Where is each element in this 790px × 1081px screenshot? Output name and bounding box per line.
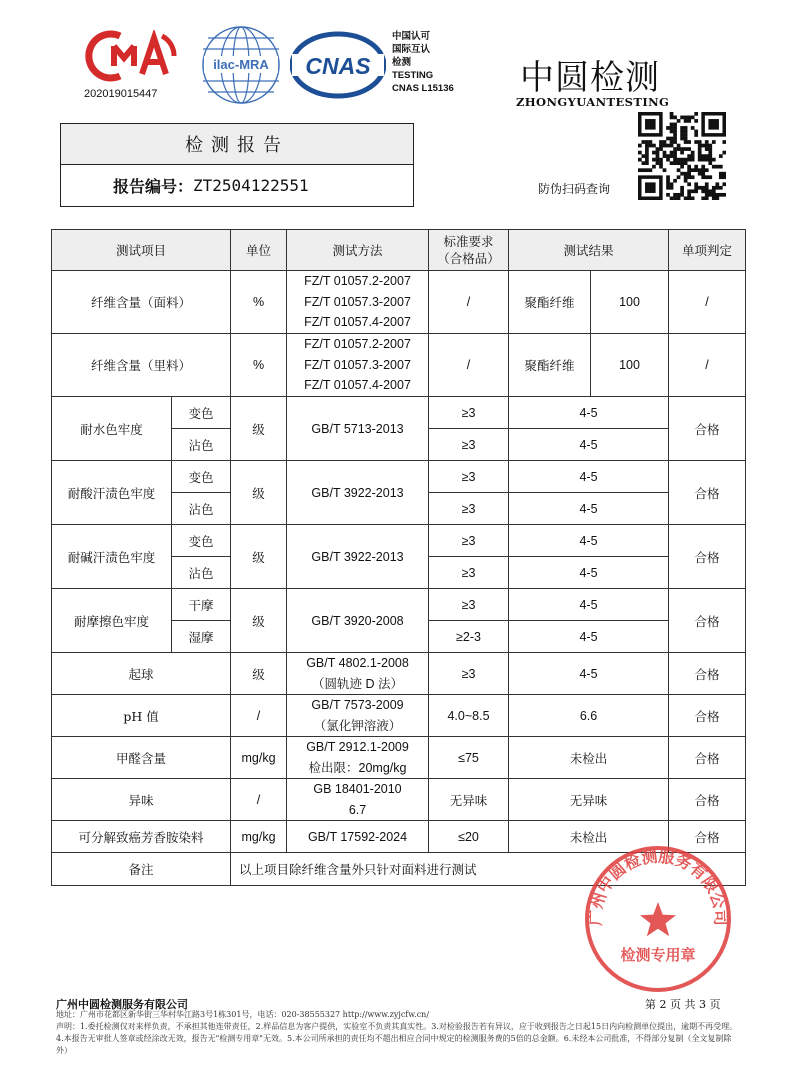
- judgement-cell: 合格: [669, 461, 746, 525]
- footer-company-name: 广州中圆检测服务有限公司: [56, 998, 188, 1011]
- method-cell: GB/T 5713-2013: [287, 397, 429, 461]
- stamp-bottom-text: 检测专用章: [620, 946, 696, 964]
- table-row: [52, 779, 746, 821]
- requirement-cell: ≥3: [429, 557, 509, 589]
- result-cell: 未检出: [509, 821, 669, 853]
- ilac-mra-logo: [200, 24, 282, 106]
- table-row: [52, 461, 746, 493]
- requirement-cell: ≤20: [429, 821, 509, 853]
- footer-notice: 声明：1.委托检测仅对来样负责，不承担其他连带责任，2.样品信息为客户提供，实验室不负责其真实性。3.对检验报告若有异议，应于收到报告之日起15日内向检测单位提出，逾期不再受理。4.本报告无审批人签章或经涂改无效，报告无"检测专用章"无效。5.本公司所承担的责任均不超出相应合同中规定的检测服务费的5倍的总金额。6.未经本公司批准，不得部分复制（全文复制除外）: [56, 1022, 738, 1055]
- item-cell: 耐水色牢度: [52, 397, 172, 461]
- unit-cell: %: [231, 271, 287, 334]
- item-cell: 纤维含量（里料）: [52, 334, 231, 397]
- company-seal-stamp: [583, 844, 733, 994]
- cnas-line: CNAS L15136: [392, 83, 454, 94]
- footer-address: 地址：广州市花都区新华街三华村华江路3号1栋301号，电话：020-38555327 http://www.zyjcfw.cn/: [56, 1010, 430, 1019]
- method-cell: GB 18401-2010 6.7: [287, 779, 429, 821]
- item-cell: 耐摩擦色牢度: [52, 589, 172, 653]
- item-cell: 起球: [52, 653, 231, 695]
- sub-item-cell: 干摩: [172, 589, 231, 621]
- table-row: [52, 271, 746, 334]
- requirement-cell: 4.0~8.5: [429, 695, 509, 737]
- item-cell: 可分解致癌芳香胺染料: [52, 821, 231, 853]
- result-cell: 4-5: [509, 493, 669, 525]
- unit-cell: 级: [231, 397, 287, 461]
- judgement-cell: 合格: [669, 779, 746, 821]
- ilac-logo-text: ilac-MRA: [213, 57, 269, 72]
- unit-cell: mg/kg: [231, 821, 287, 853]
- cnas-line: 检测: [392, 57, 412, 68]
- qr-code-icon[interactable]: [638, 112, 726, 200]
- result-fiber-cell: 聚酯纤维: [509, 271, 591, 334]
- stamp-star-icon: [640, 902, 676, 936]
- table-row: [52, 589, 746, 621]
- unit-cell: 级: [231, 589, 287, 653]
- requirement-cell: /: [429, 271, 509, 334]
- report-number-label: 报告编号：: [113, 177, 194, 196]
- requirement-cell: ≥3: [429, 493, 509, 525]
- item-cell: 异味: [52, 779, 231, 821]
- item-cell: 耐碱汗渍色牢度: [52, 525, 172, 589]
- sub-item-cell: 湿摩: [172, 621, 231, 653]
- method-cell: GB/T 3922-2013: [287, 525, 429, 589]
- header-requirement: 标准要求 （合格品）: [429, 230, 509, 271]
- item-cell: pH 值: [52, 695, 231, 737]
- sub-item-cell: 沾色: [172, 557, 231, 589]
- unit-cell: /: [231, 779, 287, 821]
- unit-cell: 级: [231, 653, 287, 695]
- header-test-item: 测试项目: [52, 230, 231, 271]
- report-title: 检测报告: [61, 124, 413, 165]
- result-cell: 6.6: [509, 695, 669, 737]
- cma-number: 202019015447: [84, 88, 158, 100]
- result-fiber-cell: 聚酯纤维: [509, 334, 591, 397]
- table-row: [52, 397, 746, 429]
- unit-cell: %: [231, 334, 287, 397]
- sub-item-cell: 变色: [172, 525, 231, 557]
- cnas-line: 国际互认: [392, 44, 431, 55]
- table-row: [52, 737, 746, 779]
- requirement-cell: ≥3: [429, 429, 509, 461]
- unit-cell: /: [231, 695, 287, 737]
- requirement-cell: ≥3: [429, 589, 509, 621]
- unit-cell: mg/kg: [231, 737, 287, 779]
- remark-text-cell: 以上项目除纤维含量外只针对面料进行测试: [231, 853, 746, 886]
- cnas-logo-text: CNAS: [305, 53, 371, 79]
- report-number-value: ZT2504122551: [193, 176, 309, 195]
- item-cell: 耐酸汗渍色牢度: [52, 461, 172, 525]
- unit-cell: 级: [231, 461, 287, 525]
- brand-name-en: ZHONGYUANTESTING: [516, 95, 670, 109]
- result-cell: 无异味: [509, 779, 669, 821]
- result-cell: 4-5: [509, 557, 669, 589]
- method-cell: GB/T 4802.1-2008 （圆轨迹 D 法）: [287, 653, 429, 695]
- judgement-cell: /: [669, 271, 746, 334]
- result-cell: 4-5: [509, 461, 669, 493]
- test-results-table: [51, 229, 746, 886]
- requirement-cell: ≥3: [429, 461, 509, 493]
- sub-item-cell: 变色: [172, 461, 231, 493]
- report-title-box: [60, 123, 414, 207]
- method-cell: GB/T 7573-2009 （氯化钾溶液）: [287, 695, 429, 737]
- brand-name-cn: 中圆检测: [520, 58, 660, 98]
- method-cell: GB/T 17592-2024: [287, 821, 429, 853]
- table-header-row: [52, 230, 746, 271]
- method-cell: GB/T 2912.1-2009 检出限：20mg/kg: [287, 737, 429, 779]
- result-cell: 4-5: [509, 525, 669, 557]
- cnas-line: 中国认可: [392, 31, 431, 42]
- table-row: [52, 525, 746, 557]
- cnas-logo: [290, 30, 386, 100]
- judgement-cell: 合格: [669, 653, 746, 695]
- method-cell: GB/T 3920-2008: [287, 589, 429, 653]
- result-cell: 4-5: [509, 653, 669, 695]
- remark-label-cell: 备注: [52, 853, 231, 886]
- requirement-cell: ≥3: [429, 397, 509, 429]
- header-result: 测试结果: [509, 230, 669, 271]
- result-cell: 4-5: [509, 397, 669, 429]
- method-cell: GB/T 3922-2013: [287, 461, 429, 525]
- cma-logo: [84, 30, 178, 82]
- method-cell: FZ/T 01057.2-2007 FZ/T 01057.3-2007 FZ/T 01057.4-2007: [287, 271, 429, 334]
- method-cell: FZ/T 01057.2-2007 FZ/T 01057.3-2007 FZ/T 01057.4-2007: [287, 334, 429, 397]
- cnas-accreditation-text: [392, 30, 454, 95]
- sub-item-cell: 沾色: [172, 493, 231, 525]
- header-judgement: 单项判定: [669, 230, 746, 271]
- judgement-cell: 合格: [669, 821, 746, 853]
- table-row: [52, 653, 746, 695]
- unit-cell: 级: [231, 525, 287, 589]
- header-method: 测试方法: [287, 230, 429, 271]
- result-cell: 4-5: [509, 429, 669, 461]
- judgement-cell: 合格: [669, 589, 746, 653]
- judgement-cell: 合格: [669, 397, 746, 461]
- requirement-cell: /: [429, 334, 509, 397]
- requirement-cell: 无异味: [429, 779, 509, 821]
- result-cell: 4-5: [509, 621, 669, 653]
- judgement-cell: 合格: [669, 525, 746, 589]
- item-cell: 纤维含量（面料）: [52, 271, 231, 334]
- item-cell: 甲醛含量: [52, 737, 231, 779]
- table-row: [52, 695, 746, 737]
- requirement-cell: ≤75: [429, 737, 509, 779]
- cnas-line: TESTING: [392, 70, 434, 81]
- table-row: [52, 334, 746, 397]
- page-number: 第 2 页 共 3 页: [645, 998, 721, 1011]
- requirement-cell: ≥3: [429, 525, 509, 557]
- result-value-cell: 100: [591, 334, 669, 397]
- result-cell: 未检出: [509, 737, 669, 779]
- header-unit: 单位: [231, 230, 287, 271]
- requirement-cell: ≥3: [429, 653, 509, 695]
- sub-item-cell: 沾色: [172, 429, 231, 461]
- result-cell: 4-5: [509, 589, 669, 621]
- sub-item-cell: 变色: [172, 397, 231, 429]
- stamp-ring-text: 广州中圆检测服务有限公司: [585, 846, 731, 926]
- judgement-cell: 合格: [669, 695, 746, 737]
- requirement-cell: ≥2-3: [429, 621, 509, 653]
- judgement-cell: 合格: [669, 737, 746, 779]
- judgement-cell: /: [669, 334, 746, 397]
- qr-code-label: 防伪扫码查询: [538, 182, 611, 196]
- report-number-row: [61, 165, 413, 206]
- result-value-cell: 100: [591, 271, 669, 334]
